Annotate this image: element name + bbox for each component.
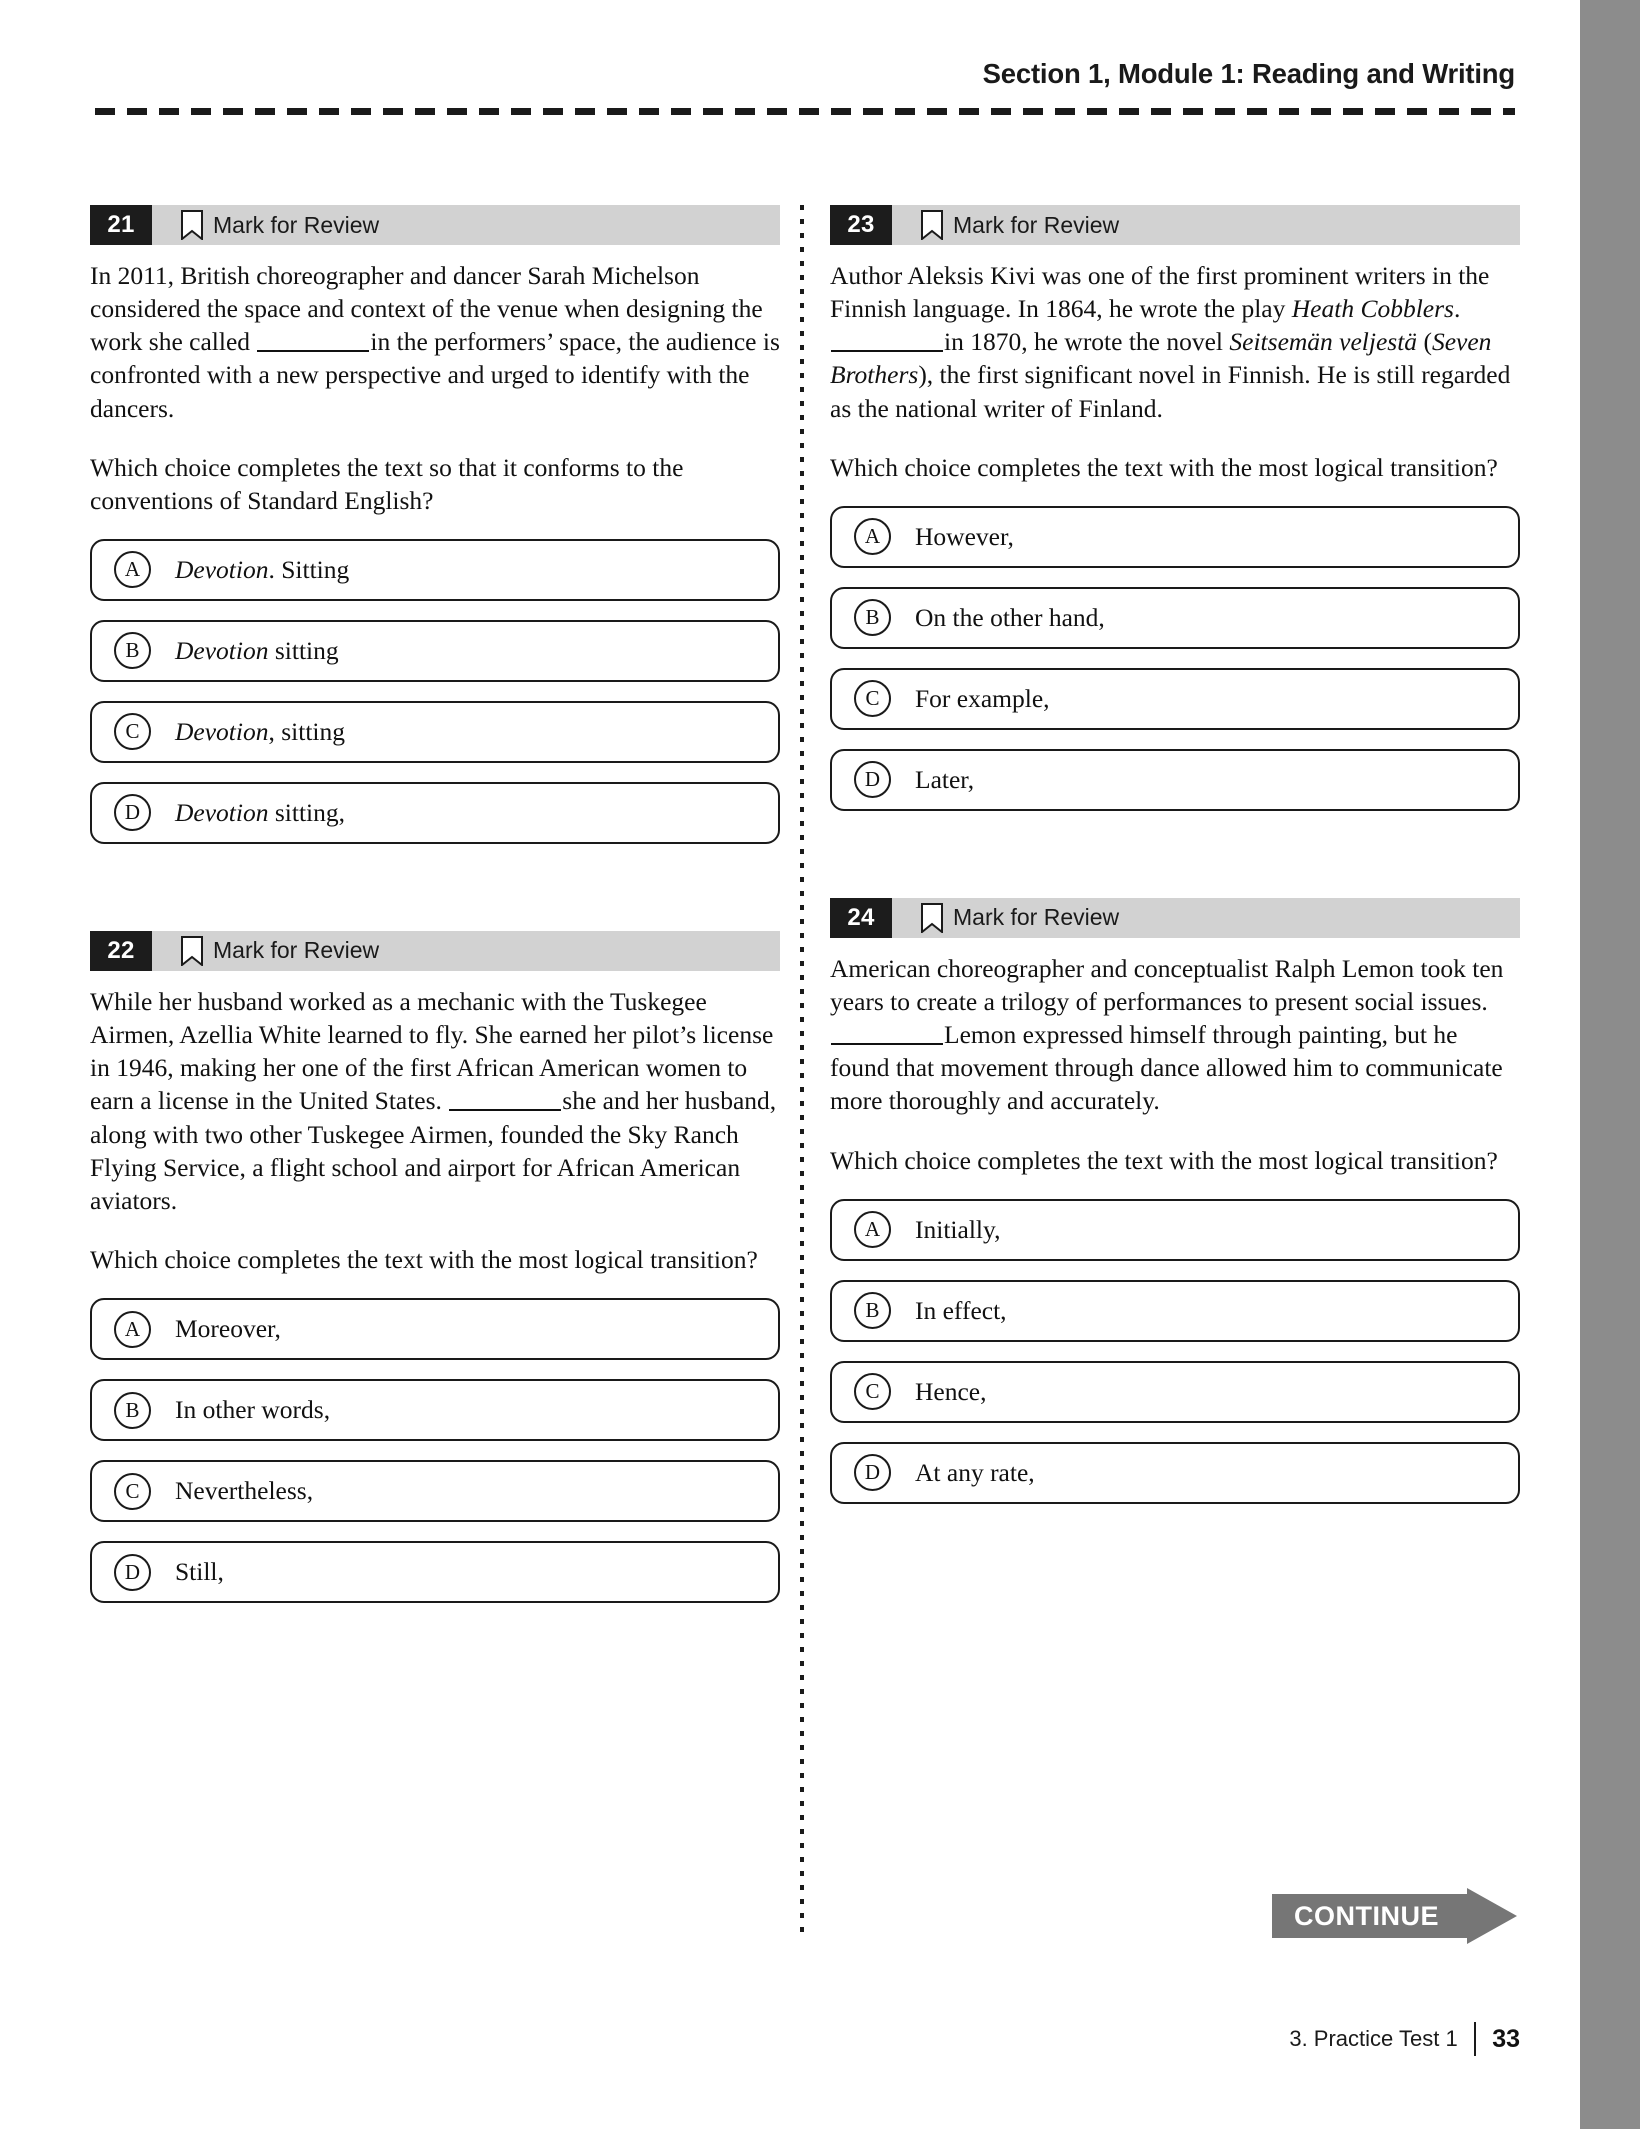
question-passage: While her husband worked as a mechanic with the Tuskegee Airmen, Azellia White learned to fly. She earned her pilot’s license in 1946, making her one of the first African American women to earn a license in the United States. she and her husband, along with two other Tuskegee Airmen, founded the Sky Ranch Flying Service, a flight school and airport for African American aviators. — [90, 986, 777, 1215]
choice-text: Devotion sitting — [175, 636, 339, 666]
answer-choice[interactable] — [90, 1298, 780, 1360]
answer-choice[interactable] — [90, 620, 780, 682]
choice-text: Devotion. Sitting — [175, 555, 350, 585]
page-footer — [0, 2022, 1520, 2056]
answer-choices — [90, 539, 780, 844]
choice-text: However, — [915, 522, 1014, 552]
choice-text: Devotion sitting, — [175, 798, 345, 828]
choice-text: In other words, — [175, 1395, 331, 1425]
question-block — [90, 931, 780, 1603]
question-block — [90, 205, 780, 844]
choice-text: Still, — [175, 1557, 224, 1587]
question-number: 22 — [90, 931, 152, 971]
page-title: Section 1, Module 1: Reading and Writing — [982, 58, 1515, 89]
answer-choice[interactable] — [830, 1280, 1520, 1342]
mark-for-review-button[interactable] — [152, 931, 379, 971]
mark-for-review-label: Mark for Review — [953, 211, 1120, 238]
answer-choice[interactable] — [90, 1379, 780, 1441]
answer-choices — [90, 1298, 780, 1603]
question-spacer — [90, 863, 780, 931]
choice-letter: D — [114, 1554, 151, 1591]
choice-letter: D — [114, 794, 151, 831]
question-passage: Author Aleksis Kivi was one of the first prominent writers in the Finnish language. In 1864, he wrote the play Heath Cobblers. in 1870, he wrote the novel Seitsemän veljestä (Seven Brothers), the first significant novel in Finnish. He is still regarded as the national writer of Finland. — [830, 261, 1511, 423]
choice-text: Hence, — [915, 1376, 987, 1406]
question-number: 24 — [830, 898, 892, 938]
answer-choice[interactable] — [90, 782, 780, 844]
bookmark-icon[interactable] — [180, 210, 204, 240]
choice-text: In effect, — [915, 1295, 1007, 1325]
continue-button-label: CONTINUE — [1294, 1900, 1439, 1931]
continue-button-wrap[interactable] — [1272, 1888, 1517, 1944]
mark-for-review-button[interactable] — [152, 205, 379, 245]
left-column — [90, 205, 780, 1622]
question-block — [830, 898, 1520, 1504]
footer-separator — [1474, 2022, 1477, 2056]
question-passage: American choreographer and conceptualist Ralph Lemon took ten years to create a trilogy of performances to present social issues. Lemon expressed himself through painting, but he found that movement through dance allowed him to communicate more thoroughly and accurately. — [830, 953, 1504, 1116]
right-column — [830, 205, 1520, 1622]
answer-choice[interactable] — [830, 587, 1520, 649]
choice-text: For example, — [915, 684, 1050, 714]
continue-button[interactable] — [1272, 1888, 1517, 1944]
choice-letter: B — [114, 1392, 151, 1429]
mark-for-review-label: Mark for Review — [213, 937, 380, 964]
choice-text: Moreover, — [175, 1314, 281, 1344]
choice-text: Later, — [915, 765, 975, 795]
answer-choice[interactable] — [830, 1442, 1520, 1504]
answer-choice[interactable] — [90, 539, 780, 601]
choice-letter: C — [114, 1473, 151, 1510]
choice-letter: B — [854, 599, 891, 636]
page-header — [95, 58, 1515, 115]
answer-choice[interactable] — [830, 668, 1520, 730]
bookmark-icon[interactable] — [180, 936, 204, 966]
choice-letter: D — [854, 1454, 891, 1491]
choice-letter: A — [854, 518, 891, 555]
choice-letter: C — [854, 1373, 891, 1410]
answer-choice[interactable] — [90, 1460, 780, 1522]
question-prompt: Which choice completes the text so that it conforms to the conventions of Standard English? — [90, 452, 684, 515]
choice-letter: C — [854, 680, 891, 717]
choice-text: On the other hand, — [915, 603, 1105, 633]
question-passage: In 2011, British choreographer and dancer Sarah Michelson considered the space and context of the venue when designing the work she called in the performers’ space, the audience is confronted with a new perspective and urged to identify with the dancers. — [90, 261, 780, 423]
footer-chapter: 3. Practice Test 1 — [1289, 2026, 1458, 2051]
mark-for-review-button[interactable] — [892, 205, 1119, 245]
mark-for-review-label: Mark for Review — [953, 904, 1120, 931]
choice-letter: B — [114, 632, 151, 669]
answer-choice[interactable] — [830, 506, 1520, 568]
mark-for-review-label: Mark for Review — [213, 211, 380, 238]
bookmark-icon[interactable] — [920, 903, 944, 933]
mark-for-review-button[interactable] — [892, 898, 1119, 938]
answer-choice[interactable] — [90, 701, 780, 763]
question-prompt: Which choice completes the text with the most logical transition? — [830, 452, 1498, 482]
question-number: 21 — [90, 205, 152, 245]
question-header — [90, 205, 780, 245]
choice-letter: A — [114, 1311, 151, 1348]
question-spacer — [830, 830, 1520, 898]
answer-choices — [830, 506, 1520, 811]
question-prompt: Which choice completes the text with the most logical transition? — [830, 1145, 1498, 1175]
choice-text: At any rate, — [915, 1457, 1035, 1487]
choice-text: Nevertheless, — [175, 1476, 314, 1506]
footer-page-number: 33 — [1492, 2024, 1520, 2053]
question-number: 23 — [830, 205, 892, 245]
choice-letter: C — [114, 713, 151, 750]
bookmark-icon[interactable] — [920, 210, 944, 240]
choice-letter: A — [854, 1211, 891, 1248]
choice-letter: B — [854, 1292, 891, 1329]
question-block — [830, 205, 1520, 811]
answer-choice[interactable] — [830, 1199, 1520, 1261]
header-dashed-rule — [95, 108, 1515, 115]
question-header — [90, 931, 780, 971]
answer-choice[interactable] — [830, 1361, 1520, 1423]
question-header — [830, 898, 1520, 938]
question-prompt: Which choice completes the text with the most logical transition? — [90, 1244, 758, 1274]
answer-choice[interactable] — [830, 749, 1520, 811]
right-margin-bar — [1580, 0, 1640, 2129]
choice-text: Initially, — [915, 1214, 1001, 1244]
choice-text: Devotion, sitting — [175, 717, 345, 747]
question-header — [830, 205, 1520, 245]
choice-letter: D — [854, 761, 891, 798]
answer-choice[interactable] — [90, 1541, 780, 1603]
choice-letter: A — [114, 551, 151, 588]
answer-choices — [830, 1199, 1520, 1504]
question-columns — [90, 205, 1520, 1622]
